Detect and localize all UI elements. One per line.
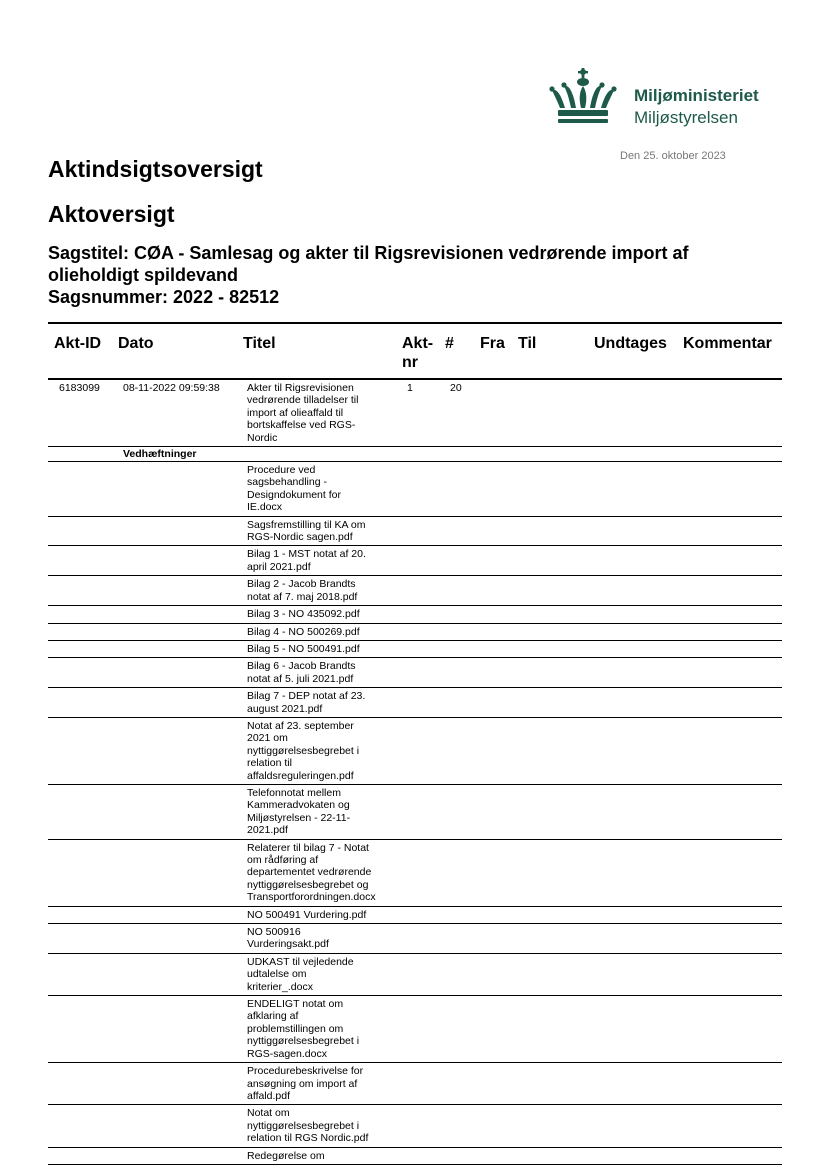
title-line: Nordic bbox=[247, 431, 278, 444]
col-titel: Titel bbox=[243, 335, 276, 352]
attachment-title-line: Bilag 5 - NO 500491.pdf bbox=[247, 642, 360, 655]
attachment-title-line: nyttiggørelsesbegrebet i bbox=[247, 744, 360, 757]
case-number: Sagsnummer: 2022 - 82512 bbox=[48, 287, 280, 307]
attachment-title-line: afklaring af bbox=[247, 1010, 299, 1023]
attachment-row bbox=[48, 658, 782, 688]
attachment-row bbox=[48, 840, 782, 907]
attachment-title-cell bbox=[247, 641, 387, 657]
attachment-title-line: Vurderingsakt.pdf bbox=[247, 938, 329, 951]
col-til: Til bbox=[518, 335, 537, 352]
attachment-row bbox=[48, 996, 782, 1063]
attachment-row bbox=[48, 688, 782, 718]
attachment-title-cell bbox=[247, 1105, 387, 1146]
attachment-title-line: departementet vedrørende bbox=[247, 866, 372, 879]
attachment-row bbox=[48, 641, 782, 658]
attachment-title-line: Redegørelse om bbox=[247, 1149, 325, 1162]
attachment-row bbox=[48, 546, 782, 576]
case-title-line: Sagstitel: CØA - Samlesag og akter til Rigsrevisionen vedrørende import af bbox=[48, 243, 689, 263]
attachment-title-cell bbox=[247, 1063, 387, 1104]
attachments-header-row bbox=[48, 447, 782, 462]
attachment-title-line: relation til RGS Nordic.pdf bbox=[247, 1132, 369, 1145]
akt-nr-cell: 1 bbox=[407, 382, 413, 394]
ministry-name: Miljøministeriet bbox=[634, 86, 759, 105]
attachment-title-line: udtalelse om bbox=[247, 968, 307, 981]
attachment-title-line: Telefonnotat mellem bbox=[247, 786, 341, 799]
attachment-title-line: Transportforordningen.docx bbox=[247, 891, 376, 904]
attachment-title-line: relation til bbox=[247, 757, 292, 770]
ministry-logo bbox=[548, 66, 788, 130]
page-title: Aktindsigtsoversigt bbox=[48, 156, 263, 182]
attachment-title-line: Notat om bbox=[247, 1107, 290, 1120]
attachment-title-line: Relaterer til bilag 7 - Notat bbox=[247, 841, 369, 854]
acts-table bbox=[48, 322, 782, 1165]
attachment-title-cell bbox=[247, 658, 387, 687]
attachment-title-line: sagsbehandling - bbox=[247, 476, 327, 489]
attachment-title-line: nyttiggørelsesbegrebet i bbox=[247, 1035, 360, 1048]
attachment-title-line: ansøgning om import af bbox=[247, 1077, 358, 1090]
attachment-title-line: Designdokument for bbox=[247, 488, 341, 501]
attachment-title-cell bbox=[247, 1148, 387, 1164]
attachment-title-line: Bilag 6 - Jacob Brandts bbox=[247, 660, 356, 673]
attachment-title-cell bbox=[247, 996, 387, 1062]
attachment-title-line: NO 500491 Vurdering.pdf bbox=[247, 908, 367, 921]
attachment-title-line: RGS-Nordic sagen.pdf bbox=[247, 531, 353, 544]
count-cell: 20 bbox=[450, 382, 462, 394]
attachment-title-cell bbox=[247, 840, 387, 906]
attachment-title-line: om rådføring af bbox=[247, 854, 319, 866]
attachment-title-line: Bilag 2 - Jacob Brandts bbox=[247, 578, 356, 591]
attachment-row bbox=[48, 624, 782, 641]
page-subtitle: Aktoversigt bbox=[48, 201, 175, 227]
attachment-title-line: Miljøstyrelsen - 22-11- bbox=[247, 811, 351, 824]
attachment-title-line: Bilag 4 - NO 500269.pdf bbox=[247, 625, 360, 638]
attachment-title-cell bbox=[247, 517, 387, 546]
attachment-title-line: UDKAST til vejledende bbox=[247, 955, 354, 968]
attachment-title-cell bbox=[247, 954, 387, 995]
attachment-title-line: RGS-sagen.docx bbox=[247, 1047, 327, 1060]
attachment-title-line: Bilag 3 - NO 435092.pdf bbox=[247, 608, 360, 621]
attachment-title-line: Bilag 1 - MST notat af 20. bbox=[247, 548, 366, 561]
col-undtages: Undtages bbox=[594, 335, 667, 352]
attachment-title-line: april 2021.pdf bbox=[247, 560, 311, 573]
attachments-label: Vedhæftninger bbox=[123, 448, 197, 461]
attachment-row bbox=[48, 1105, 782, 1147]
attachment-title-cell bbox=[247, 606, 387, 622]
attachment-title-line: nyttiggørelsesbegrebet og bbox=[247, 878, 369, 891]
attachment-title-line: affald.pdf bbox=[247, 1089, 291, 1102]
attachment-title-cell bbox=[247, 576, 387, 605]
attachment-row bbox=[48, 517, 782, 547]
col-akt-nr-line1: Akt- bbox=[402, 335, 434, 352]
title-line: import af olieaffald til bbox=[247, 406, 344, 419]
attachment-title-line: affaldsreguleringen.pdf bbox=[247, 769, 354, 782]
attachment-title-line: NO 500916 bbox=[247, 926, 301, 939]
attachment-list bbox=[48, 462, 782, 1165]
attachment-title-line: problemstillingen om bbox=[247, 1022, 344, 1035]
attachment-title-line: Notat af 23. september bbox=[247, 719, 354, 732]
attachment-row bbox=[48, 576, 782, 606]
attachment-title-line: Procedurebeskrivelse for bbox=[247, 1065, 364, 1078]
attachment-title-line: Sagsfremstilling til KA om bbox=[247, 518, 366, 531]
attachment-title-line: kriterier_.docx bbox=[247, 980, 313, 993]
attachment-title-cell bbox=[247, 785, 387, 839]
col-count: # bbox=[445, 335, 454, 352]
title-line: vedrørende tilladelser til bbox=[247, 394, 359, 407]
attachment-title-line: notat af 7. maj 2018.pdf bbox=[247, 590, 358, 603]
attachment-row bbox=[48, 718, 782, 785]
document-date: Den 25. oktober 2023 bbox=[620, 150, 726, 162]
attachment-title-line: august 2021.pdf bbox=[247, 702, 323, 715]
crown-icon bbox=[548, 68, 618, 126]
case-info bbox=[48, 242, 788, 308]
attachment-title-line: 2021.pdf bbox=[247, 824, 288, 837]
attachment-title-cell bbox=[247, 462, 387, 516]
col-fra: Fra bbox=[480, 335, 505, 352]
attachment-title-line: 2021 om bbox=[247, 732, 288, 745]
attachment-row bbox=[48, 907, 782, 924]
attachment-title-line: Bilag 7 - DEP notat af 23. bbox=[247, 690, 366, 703]
col-dato: Dato bbox=[118, 335, 154, 352]
table-row bbox=[48, 380, 782, 447]
attachment-title-cell bbox=[247, 688, 387, 717]
title-cell bbox=[247, 380, 387, 446]
attachment-title-cell bbox=[247, 546, 387, 575]
attachment-row bbox=[48, 785, 782, 840]
attachment-title-line: nyttiggørelsesbegrebet i bbox=[247, 1119, 360, 1132]
attachment-row bbox=[48, 954, 782, 996]
attachment-title-line: Procedure ved bbox=[247, 464, 316, 477]
attachment-title-cell bbox=[247, 718, 387, 784]
akt-id-cell: 6183099 bbox=[59, 382, 100, 394]
attachment-row bbox=[48, 924, 782, 954]
table-header bbox=[48, 324, 782, 380]
attachment-title-cell bbox=[247, 924, 387, 953]
attachment-title-line: IE.docx bbox=[247, 501, 283, 514]
title-line: Akter til Rigsrevisionen bbox=[247, 382, 354, 394]
attachment-title-line: ENDELIGT notat om bbox=[247, 998, 344, 1011]
attachment-row bbox=[48, 606, 782, 623]
attachment-row bbox=[48, 462, 782, 517]
attachment-title-line: Kammeradvokaten og bbox=[247, 799, 350, 812]
title-line: bortskaffelse ved RGS- bbox=[247, 419, 356, 432]
agency-name: Miljøstyrelsen bbox=[634, 108, 738, 127]
col-kommentar: Kommentar bbox=[683, 335, 772, 352]
attachment-row bbox=[48, 1063, 782, 1105]
attachment-title-line: notat af 5. juli 2021.pdf bbox=[247, 672, 354, 685]
case-title-line: olieholdigt spildevand bbox=[48, 265, 239, 285]
col-akt-nr-line2: nr bbox=[402, 354, 418, 371]
date-cell: 08-11-2022 09:59:38 bbox=[123, 382, 220, 394]
attachment-title-cell bbox=[247, 907, 387, 923]
col-akt-id: Akt-ID bbox=[54, 335, 102, 352]
attachment-title-cell bbox=[247, 624, 387, 640]
attachment-row bbox=[48, 1148, 782, 1165]
